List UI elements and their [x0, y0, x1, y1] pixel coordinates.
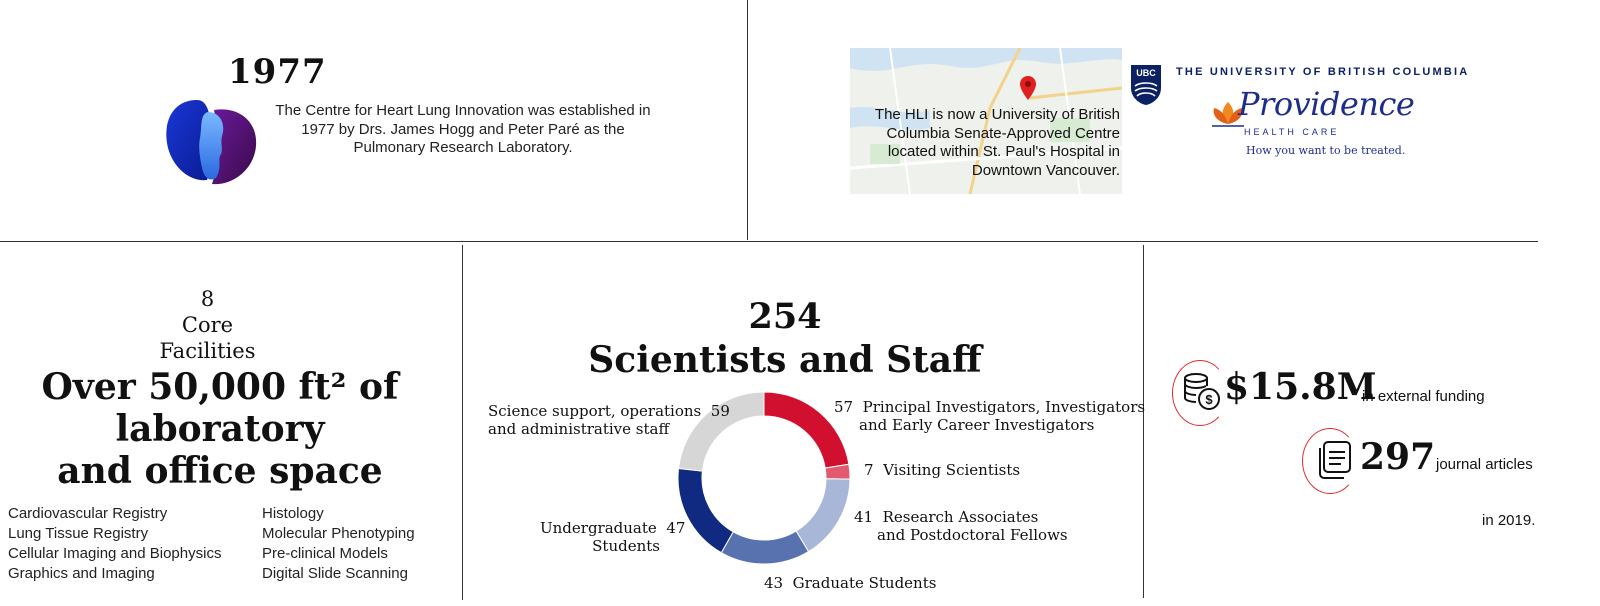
label-visiting-scientists [864, 461, 1020, 479]
core-facilities [150, 286, 265, 364]
space-heading [40, 366, 400, 492]
articles-value: 297 [1360, 436, 1436, 478]
label-undergraduate-students [540, 519, 684, 555]
label-ra-text-2: and Postdoctoral Fellows [877, 526, 1068, 544]
label-us-text-2: Students [592, 537, 660, 555]
core-facilities-label-2: Facilities [159, 339, 256, 363]
providence-name: Providence [1238, 85, 1415, 123]
label-support-staff-value: 59 [710, 402, 730, 420]
documents-icon [1316, 440, 1356, 480]
funding-value: $15.8M [1224, 366, 1377, 408]
facility-item: Lung Tissue Registry [8, 525, 149, 542]
facility-item: Histology [262, 505, 324, 522]
donut-slice [796, 479, 850, 552]
facility-item: Molecular Phenotyping [262, 525, 415, 542]
bottom-divider-left [462, 245, 463, 600]
label-support-staff-text-1: Science support, operations [488, 402, 702, 420]
label-gs-value: 43 [764, 574, 784, 592]
label-pi-text-1: Principal Investigators, Investigators [862, 398, 1146, 416]
staff-title: Scientists and Staff [588, 339, 982, 381]
ubc-crest-text: UBC [1136, 68, 1156, 78]
history-description: The Centre for Heart Lung Innovation was established in 1977 by Drs. James Hogg and Peter Paré as the Pulmonary Research Laboratory. [275, 102, 651, 156]
providence-subtitle: HEALTH CARE [1244, 127, 1340, 137]
map-caption: The HLI is now a University of British Columbia Senate-Approved Centre located within St. Paul's Hospital in Downtown Vancouver. [874, 106, 1120, 179]
label-ra-value: 41 [854, 508, 874, 526]
space-line-3: and office space [57, 450, 383, 492]
stats-year-text: in 2019. [1482, 512, 1536, 529]
label-pi-value: 57 [834, 398, 854, 416]
space-line-2: laboratory [115, 408, 325, 450]
svg-text:$: $ [1205, 392, 1213, 407]
label-support-staff-text-2: and administrative staff [488, 420, 670, 438]
funding-text: in external funding [1362, 388, 1485, 405]
core-facilities-count: 8 [200, 287, 215, 311]
space-line-1: Over 50,000 ft² of [41, 366, 399, 408]
label-us-value: 47 [666, 519, 686, 537]
ubc-name: THE UNIVERSITY OF BRITISH COLUMBIA [1176, 66, 1470, 78]
facility-item: Pre-clinical Models [262, 545, 388, 562]
history-year: 1977 [228, 52, 327, 92]
donut-slice [678, 468, 733, 552]
providence-tagline: How you want to be treated. [1246, 144, 1406, 157]
facility-item: Graphics and Imaging [8, 565, 155, 582]
label-graduate-students [764, 574, 936, 592]
label-support-staff [488, 402, 730, 438]
label-research-associates [854, 508, 1068, 544]
label-vs-text: Visiting Scientists [883, 461, 1021, 479]
staff-total: 254 [748, 296, 822, 337]
core-facilities-label-1: Core [181, 313, 234, 337]
section-divider-horizontal [0, 241, 1538, 242]
label-ra-text-1: Research Associates [882, 508, 1039, 526]
articles-text: journal articles [1436, 456, 1533, 473]
label-principal-investigators [834, 398, 1145, 434]
top-divider-vertical [747, 0, 748, 240]
donut-slice [721, 531, 808, 564]
label-vs-value: 7 [864, 461, 874, 479]
location-pin-icon [1020, 76, 1036, 100]
facility-item: Digital Slide Scanning [262, 565, 408, 582]
coins-dollar-icon [1182, 372, 1222, 412]
hli-logo [162, 98, 262, 188]
ubc-crest-logo [1130, 64, 1162, 106]
label-gs-text: Graduate Students [792, 574, 937, 592]
label-pi-text-2: and Early Career Investigators [859, 416, 1095, 434]
facility-item: Cardiovascular Registry [8, 505, 168, 522]
label-us-text-1: Undergraduate [540, 519, 657, 537]
facility-item: Cellular Imaging and Biophysics [8, 545, 222, 562]
